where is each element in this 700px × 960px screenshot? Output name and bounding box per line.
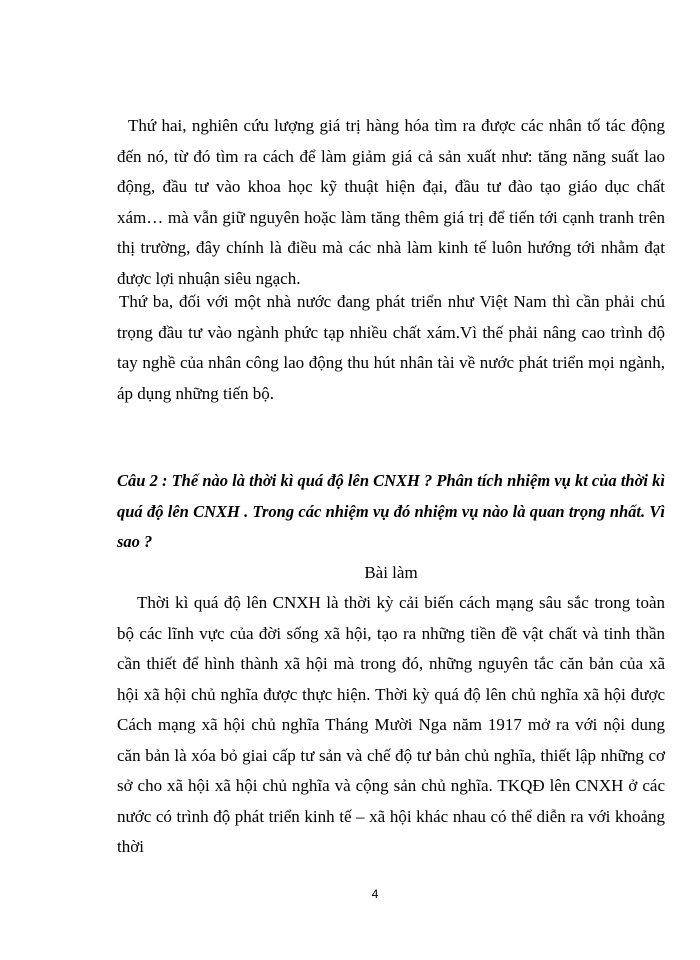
bai-lam-heading: Bài làm [364, 562, 418, 582]
paragraph-thu-ba: Thứ ba, đối với một nhà nước đang phát triển như Việt Nam thì cần phải chú trọng đầu tư vào ngành phức tạp nhiều chất xám.Vì thế phải nâng cao trình độ tay nghề của nhân công lao động thu hút nhân tài về nước phát triển mọi ngành, áp dụng những tiến bộ. [117, 292, 665, 403]
page-number: 4 [371, 887, 379, 901]
question-section [117, 466, 665, 863]
paragraph-thu-hai-block [117, 111, 665, 294]
question-cau-2: Câu 2 : Thế nào là thời kì quá độ lên CNXH ? Phân tích nhiệm vụ kt của thời kì quá độ lên CNXH . Trong các nhiệm vụ đó nhiệm vụ nào là quan trọng nhất. Vì sao ? [117, 471, 665, 551]
paragraph-thoi-ki-qua-do: Thời kì quá độ lên CNXH là thời kỳ cải biến cách mạng sâu sắc trong toàn bộ các lĩnh vực của đời sống xã hội, tạo ra những tiền đề vật chất và tinh thần cần thiết để hình thành xã hội mà trong đó, những nguyên tắc căn bản của xã hội xã hội chủ nghĩa được thực hiện. Thời kỳ quá độ lên chủ nghĩa xã hội được Cách mạng xã hội chủ nghĩa Tháng Mười Nga năm 1917 mở ra với nội dung căn bản là xóa bỏ giai cấp tư sản và chế độ tư bản chủ nghĩa, thiết lập những cơ sở cho xã hội xã hội chủ nghĩa và cộng sản chủ nghĩa. TKQĐ lên CNXH ở các nước có trình độ phát triển kinh tế – xã hội khác nhau có thể diễn ra với khoảng thời [117, 593, 665, 856]
paragraph-thu-hai: Thứ hai, nghiên cứu lượng giá trị hàng hóa tìm ra được các nhân tố tác động đến nó, từ đó tìm ra cách để làm giảm giá cả sản xuất như: tăng năng suất lao động, đầu tư vào khoa học kỹ thuật hiện đại, đầu tư đào tạo giáo dục chất xám… mà vẫn giữ nguyên hoặc làm tăng thêm giá trị để tiến tới cạnh tranh trên thị trường, đây chính là điều mà các nhà làm kinh tế luôn hướng tới nhằm đạt được lợi nhuận siêu ngạch. [117, 116, 665, 288]
paragraph-thu-ba-block [117, 287, 665, 409]
